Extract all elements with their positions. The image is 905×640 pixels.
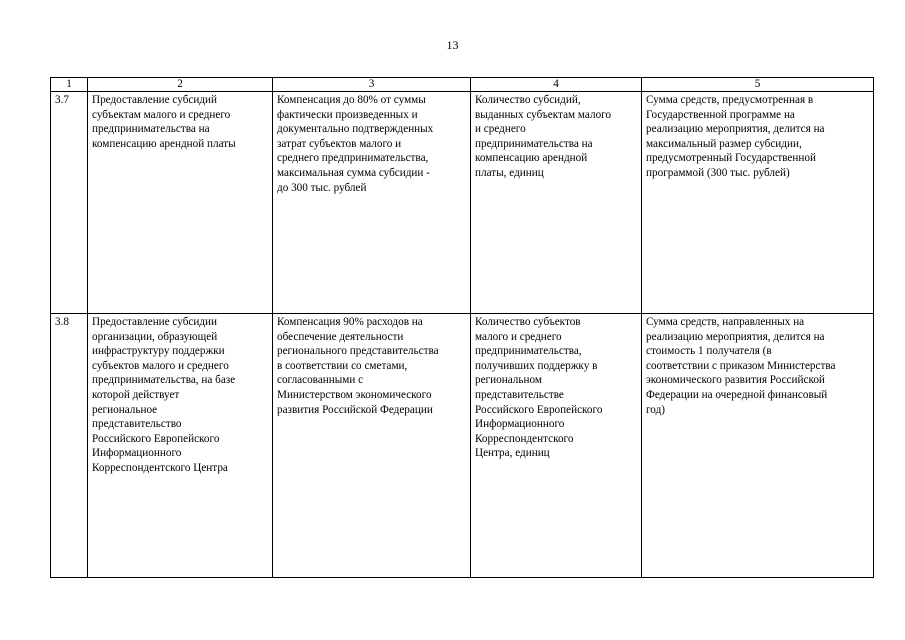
page-number: 13 [446, 38, 459, 52]
header-col-2: 2 [88, 78, 273, 92]
table-header-row [51, 78, 874, 92]
table-row [51, 92, 874, 314]
table-row [51, 314, 874, 578]
header-col-5: 5 [642, 78, 874, 92]
header-col-3: 3 [273, 78, 471, 92]
measures-table [50, 77, 874, 578]
calculation-method-cell: Сумма средств, предусмотренная в Государственной программе на реализацию мероприятия, делится на максимальный размер субсидии, предусмотренный Государственной программой (300 тыс. рублей) [642, 92, 874, 314]
calculation-method-cell: Сумма средств, направленных на реализацию мероприятия, делится на стоимость 1 получателя (в соответствии с приказом Министерства экономического развития Российской Федерации на очередной финансовый год) [642, 314, 874, 578]
indicator-cell: Количество субъектов малого и среднего предпринимательства, получивших поддержку в региональном представительстве Российского Европейского Информационного Корреспондентского Центра, единиц [471, 314, 642, 578]
measure-name-cell: Предоставление субсидий субъектам малого и среднего предпринимательства на компенсацию арендной платы [88, 92, 273, 314]
compensation-cell: Компенсация до 80% от суммы фактически произведенных и документально подтвержденных затрат субъектов малого и среднего предпринимательства, максимальная сумма субсидии - до 300 тыс. рублей [273, 92, 471, 314]
compensation-cell: Компенсация 90% расходов на обеспечение деятельности регионального представительства в соответствии со сметами, согласованными с Министерством экономического развития Российской Федерации [273, 314, 471, 578]
indicator-cell: Количество субсидий, выданных субъектам малого и среднего предпринимательства на компенсацию арендной платы, единиц [471, 92, 642, 314]
header-col-1: 1 [51, 78, 88, 92]
row-number: 3.8 [51, 314, 88, 578]
measure-name-cell: Предоставление субсидии организации, образующей инфраструктуру поддержки субъектов малого и среднего предпринимательства, на базе которой действует региональное представительство Российского Европейского Информационного Корреспондентского Центра [88, 314, 273, 578]
header-col-4: 4 [471, 78, 642, 92]
row-number: 3.7 [51, 92, 88, 314]
